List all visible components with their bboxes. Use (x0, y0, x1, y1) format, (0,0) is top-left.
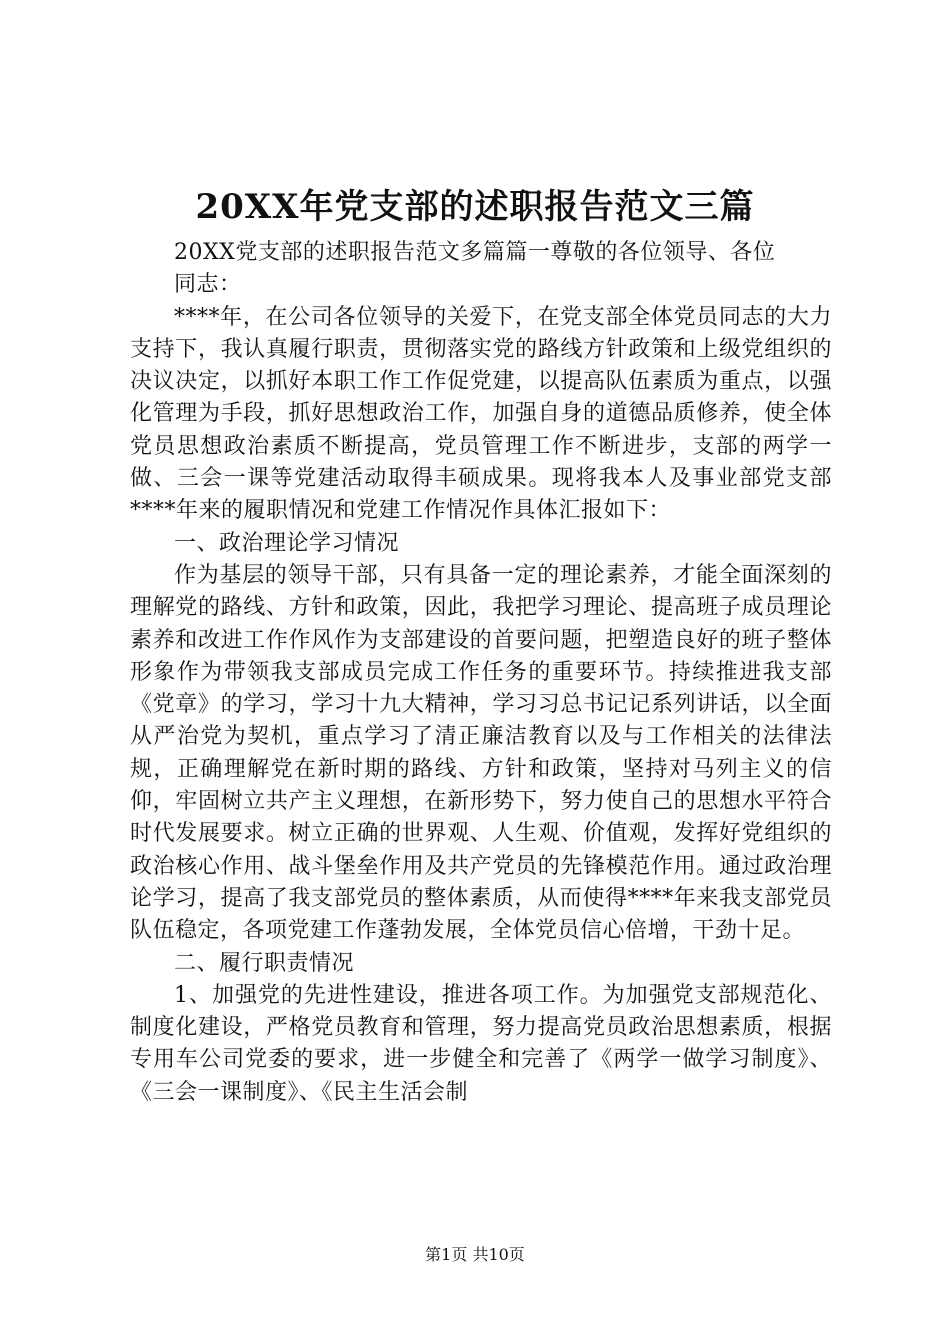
document-title: 20XX年党支部的述职报告范文三篇 (195, 187, 755, 227)
page-number-footer: 第1页 共10页 (425, 1245, 525, 1264)
section-heading-political-study: 一、政治理论学习情况 (174, 530, 400, 556)
document-body (130, 237, 832, 1109)
paragraph-greeting: 20XX党支部的述职报告范文多篇篇一尊敬的各位领导、各位 (174, 240, 776, 265)
paragraph-political-study: 作为基层的领导干部，只有具备一定的理论素养，才能全面深刻的理解党的路线、方针和政策，因此，我把学习理论、提高班子成员理论素养和改进工作作风作为支部建设的首要问题，把塑造良好的班子整体形象作为带领我支部成员完成工作任务的重要环节。持续推进我支部《党章》的学习，学习十九大精神，学习习总书记记系列讲话，以全面从严治党为契机，重点学习了清正廉洁教育以及与工作相关的法律法规，正确理解党在新时期的路线、方针和政策，坚持对马列主义的信仰，牢固树立共产主义理想，在新形势下，努力使自己的思想水平符合时代发展要求。树立正确的世界观、人生观、价值观，发挥好党组织的政治核心作用、战斗堡垒作用及共产党员的先锋模范作用。通过政治理论学习，提高了我支部党员的整体素质，从而使得****年来我支部党员队伍稳定，各项党建工作蓬勃发展，全体党员信心倍增，干劲十足。 (130, 562, 832, 944)
paragraph-intro: ****年，在公司各位领导的关爱下，在党支部全体党员同志的大力支持下，我认真履行职责，贯彻落实党的路线方针政策和上级党组织的决议决定，以抓好本职工作工作促党建，以提高队伍素质为重点，以强化管理为手段，抓好思想政治工作，加强自身的道德品质修养，使全体党员思想政治素质不断提高，党员管理工作不断进步，支部的两学一做、三会一课等党建活动取得丰硕成果。现将我本人及事业部党支部****年来的履职情况和党建工作情况作具体汇报如下： (130, 304, 832, 524)
paragraph-duties-1: 1、加强党的先进性建设，推进各项工作。为加强党支部规范化、制度化建设，严格党员教育和管理，努力提高党员政治思想素质，根据专用车公司党委的要求，进一步健全和完善了《两学一做学习制度》、《三会一课制度》、《民主生活会制 (130, 982, 832, 1105)
paragraph-salutation: 同志： (174, 272, 242, 298)
section-heading-duties: 二、履行职责情况 (174, 950, 355, 976)
